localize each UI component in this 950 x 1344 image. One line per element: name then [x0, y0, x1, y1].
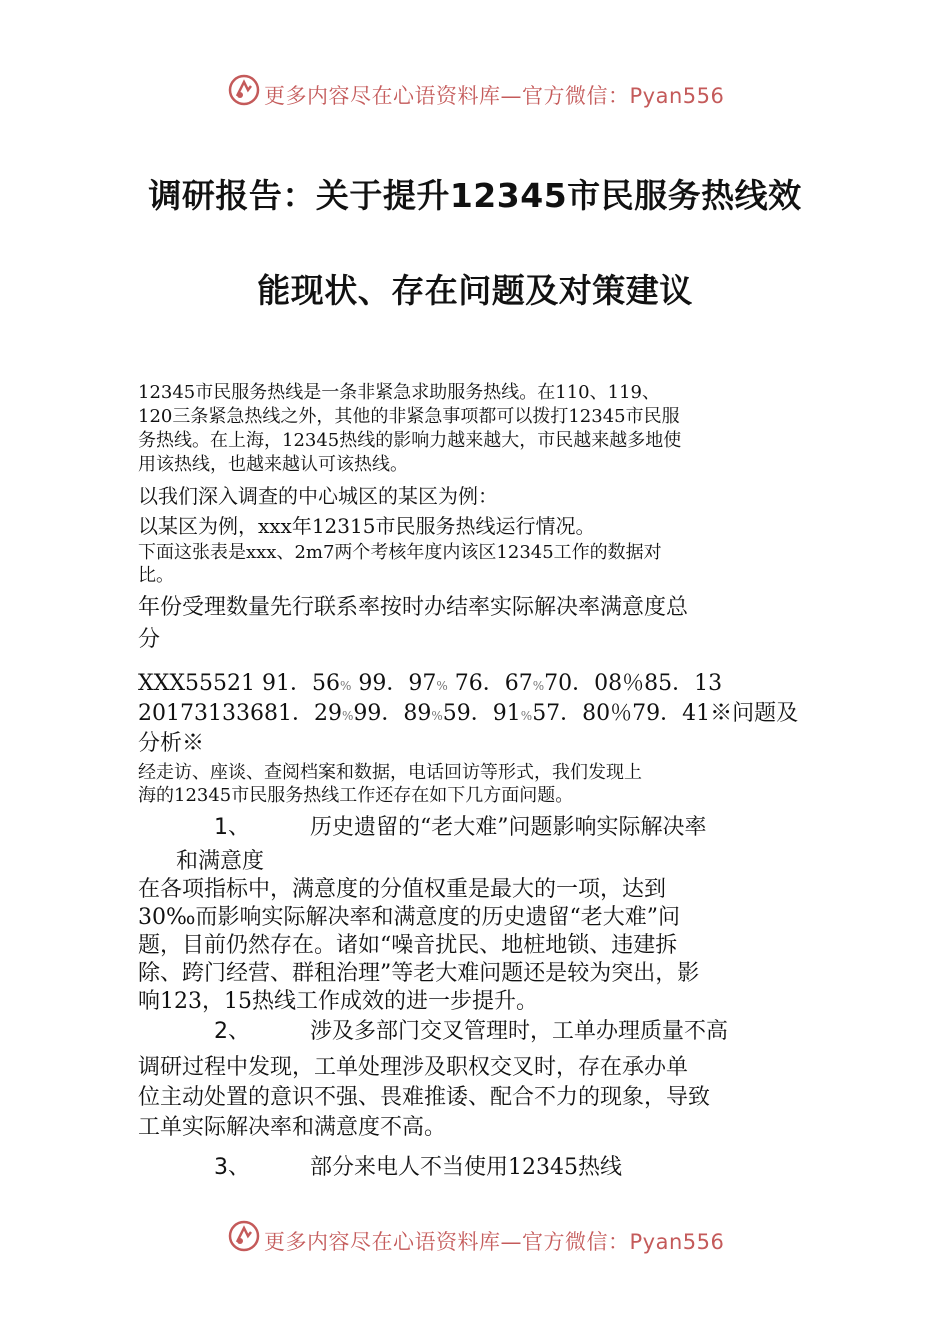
findings-line-1: 经走访、座谈、查阅档案和数据，电话回访等形式，我们发现上	[138, 762, 642, 783]
table-header-line-2: 分	[138, 627, 161, 652]
section-3-heading: 部分来电人不当使用12345热线	[310, 1155, 622, 1180]
table-row-3: 分析※	[138, 731, 205, 756]
percent-mark: %	[431, 709, 443, 723]
paragraph-hotline-operation: 以某区为例，xxx年12315市民服务热线运行情况。	[138, 514, 596, 538]
document-title-line-2: 能现状、存在问题及对策建议	[257, 271, 693, 310]
watermark-top	[0, 72, 950, 112]
intro-line-2: 120三条紧急热线之外，其他的非紧急事项都可以拨打12345市民服	[138, 406, 680, 427]
section-1-body-line-3: 题，目前仍然存在。诸如“噪音扰民、地桩地锁、违建拆	[138, 933, 678, 958]
percent-mark: %	[339, 679, 352, 693]
section-1-heading-cont: 和满意度	[176, 849, 265, 874]
watermark-wechat-id: Pyan556	[629, 84, 725, 108]
percent-mark: %	[520, 709, 533, 723]
row1-cell-d: 70．08％85．13	[544, 671, 723, 696]
section-1-body-line-1: 在各项指标中，满意度的分值权重是最大的一项，达到	[138, 877, 667, 902]
section-2-body-line-1: 调研过程中发现，工单处理涉及职权交叉时，存在承办单	[138, 1055, 689, 1080]
section-1-body-line-5: 响123，15热线工作成效的进一步提升。	[138, 989, 538, 1014]
document-title-line-1: 调研报告：关于提升12345市民服务热线效	[148, 176, 802, 215]
intro-line-1: 12345市民服务热线是一条非紧急求助服务热线。在110、119、	[138, 382, 660, 403]
intro-line-3: 务热线。在上海，12345热线的影响力越来越大，市民越来越多地使	[138, 430, 682, 451]
row2-cell-b: 99．89	[353, 701, 432, 726]
table-intro-line-1: 下面这张表是xxx、2m7两个考核年度内该区12345工作的数据对	[138, 542, 662, 563]
watermark-logo-icon	[228, 74, 260, 106]
watermark-logo-icon	[228, 1220, 260, 1252]
table-header-line-1: 年份受理数量先行联系率按时办结率实际解决率满意度总	[138, 595, 689, 620]
section-1-body-line-2: 30‰而影响实际解决率和满意度的历史遗留“老大难”问	[138, 905, 681, 930]
section-1-body-line-4: 除、跨门经营、群租治理”等老大难问题还是较为突出，影	[138, 961, 700, 986]
section-2-body-line-2: 位主动处置的意识不强、畏难推诿、配合不力的现象，导致	[138, 1085, 711, 1110]
row2-cell-d: 57．80％79．41※问题及	[532, 701, 799, 726]
row1-cell-c: 76．67	[447, 671, 533, 696]
findings-line-2: 海的12345市民服务热线工作还存在如下几方面问题。	[138, 785, 574, 806]
table-row-1	[138, 670, 818, 700]
section-2-body-line-3: 工单实际解决率和满意度不高。	[138, 1115, 447, 1140]
row2-cell-a: 20173133681．29	[138, 701, 342, 726]
table-row-2	[138, 700, 818, 730]
watermark-text: 更多内容尽在心语资料库—官方微信：Pyan556	[264, 84, 725, 108]
percent-mark: %	[436, 679, 448, 693]
section-2-number: 2、	[214, 1019, 250, 1044]
paragraph-district-example: 以我们深入调查的中心城区的某区为例：	[138, 484, 498, 508]
section-1-heading: 历史遗留的“老大难”问题影响实际解决率	[310, 815, 707, 840]
row1-cell-a: XXX55521 91．56	[138, 671, 340, 696]
watermark-bottom	[0, 1218, 950, 1258]
watermark-wechat-id: Pyan556	[629, 1230, 725, 1254]
section-1-number: 1、	[214, 815, 250, 840]
row2-cell-c: 59．91	[442, 701, 521, 726]
watermark-text: 更多内容尽在心语资料库—官方微信：Pyan556	[264, 1230, 725, 1254]
intro-line-4: 用该热线，也越来越认可该热线。	[138, 454, 408, 475]
section-3-number: 3、	[214, 1155, 250, 1180]
percent-mark: %	[341, 709, 354, 723]
percent-mark: %	[532, 679, 545, 693]
row1-cell-b: 99．97	[351, 671, 437, 696]
section-2-heading: 涉及多部门交叉管理时，工单办理质量不高	[310, 1019, 729, 1044]
table-intro-line-2: 比。	[138, 565, 174, 586]
